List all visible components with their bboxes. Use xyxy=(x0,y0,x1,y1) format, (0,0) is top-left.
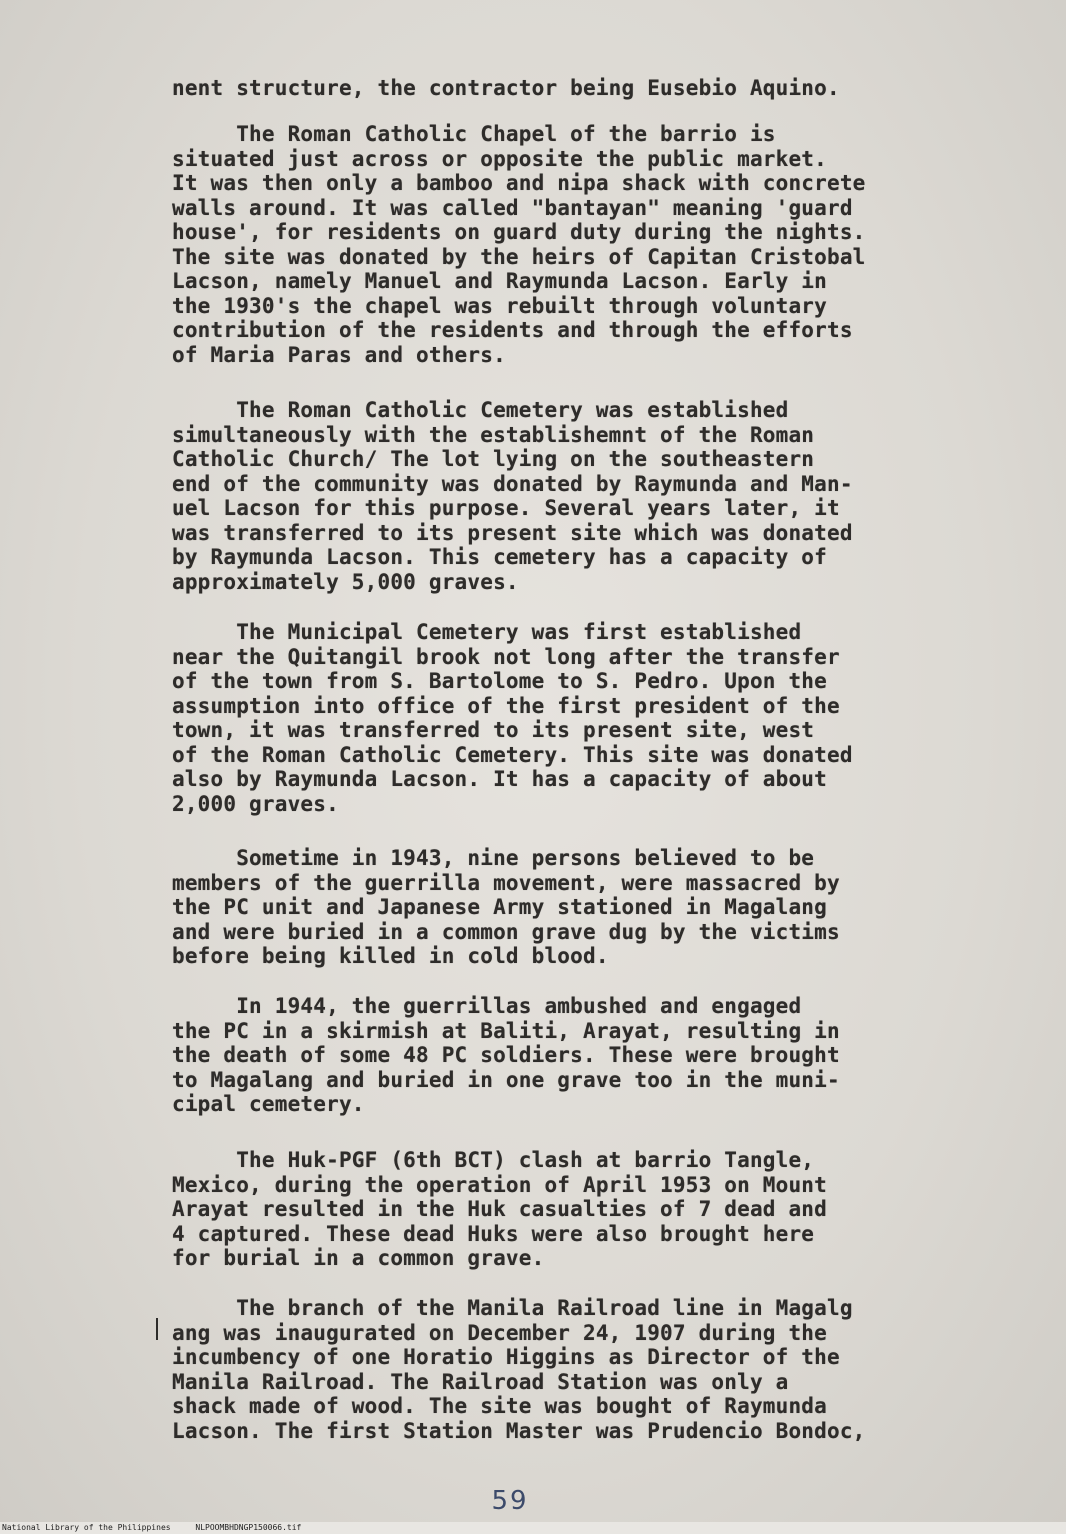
paragraph-1943-massacre xyxy=(172,846,972,969)
paragraph-railroad xyxy=(172,1296,972,1443)
text-line: incumbency of one Horatio Higgins as Director of the xyxy=(172,1345,840,1369)
text-line: 4 captured. These dead Huks were also brought here xyxy=(172,1221,815,1246)
text-line: house', for residents on guard duty during the nights. xyxy=(172,220,866,244)
footer-library: National Library of the Philippines xyxy=(2,1523,171,1532)
text-line: situated just across or opposite the public market. xyxy=(172,146,827,171)
text-line: Manila Railroad. The Railroad Station was only a xyxy=(172,1369,789,1394)
text-line: the death of some 48 PC soldiers. These were brought xyxy=(172,1043,840,1067)
text-line: The Municipal Cemetery was first established xyxy=(172,620,802,644)
text-line: the PC unit and Japanese Army stationed in Magalang xyxy=(172,895,827,919)
text-line: also by Raymunda Lacson. It has a capacity of about xyxy=(172,767,827,791)
text-line: near the Quitangil brook not long after the transfer xyxy=(172,644,840,669)
text-line: members of the guerrilla movement, were massacred by xyxy=(172,870,840,895)
text-line: The branch of the Manila Railroad line in Magalg xyxy=(172,1296,853,1320)
paragraph-0 xyxy=(172,76,972,101)
text-line: of the Roman Catholic Cemetery. This site was donated xyxy=(172,742,853,767)
text-line: Lacson. The first Station Master was Prudencio Bondoc, xyxy=(172,1418,866,1443)
text-line: Lacson, namely Manuel and Raymunda Lacson. Early in xyxy=(172,269,827,293)
text-line: to Magalang and buried in one grave too in the muni- xyxy=(172,1067,840,1092)
text-line: uel Lacson for this purpose. Several years later, it xyxy=(172,496,840,520)
text-line: The Roman Catholic Cemetery was established xyxy=(172,398,789,422)
text-line: for burial in a common grave. xyxy=(172,1246,545,1270)
text-line: contribution of the residents and through the efforts xyxy=(172,318,853,342)
text-line: was transferred to its present site which was donated xyxy=(172,520,853,545)
text-line: nent structure, the contractor being Eusebio Aquino. xyxy=(172,76,840,100)
margin-mark xyxy=(156,1318,158,1340)
footer xyxy=(0,1522,1066,1534)
text-line: assumption into office of the first president of the xyxy=(172,693,840,718)
page-number: 59 xyxy=(491,1486,529,1516)
text-line: ang was inaugurated on December 24, 1907 during the xyxy=(172,1320,827,1345)
text-line: 2,000 graves. xyxy=(172,791,339,816)
text-line: cipal cemetery. xyxy=(172,1092,365,1116)
paragraph-1944-ambush xyxy=(172,994,972,1117)
paragraph-municipal-cemetery xyxy=(172,620,972,816)
text-line: of the town from S. Bartolome to S. Pedro. Upon the xyxy=(172,669,827,693)
paragraph-huk-clash xyxy=(172,1148,972,1271)
text-line: Catholic Church/ The lot lying on the southeastern xyxy=(172,447,815,471)
paragraph-catholic-cemetery xyxy=(172,398,972,594)
text-line: the PC in a skirmish at Baliti, Arayat, resulting in xyxy=(172,1018,840,1043)
text-line: the 1930's the chapel was rebuilt through voluntary xyxy=(172,293,827,318)
text-line: Sometime in 1943, nine persons believed to be xyxy=(172,846,815,870)
text-line: In 1944, the guerrillas ambushed and engaged xyxy=(172,994,802,1018)
text-line: walls around. It was called "bantayan" meaning 'guard xyxy=(172,195,853,220)
text-line: approximately 5,000 graves. xyxy=(172,569,519,594)
text-line: town, it was transferred to its present site, west xyxy=(172,718,815,742)
paragraph-chapel xyxy=(172,122,972,367)
text-line: before being killed in cold blood. xyxy=(172,944,609,968)
text-line: simultaneously with the establishemnt of the Roman xyxy=(172,422,815,447)
text-line: The site was donated by the heirs of Capitan Cristobal xyxy=(172,244,866,269)
text-line: shack made of wood. The site was bought of Raymunda xyxy=(172,1394,827,1418)
text-line: The Huk-PGF (6th BCT) clash at barrio Tangle, xyxy=(172,1148,815,1172)
text-line: It was then only a bamboo and nipa shack with concrete xyxy=(172,171,866,195)
text-line: end of the community was donated by Raymunda and Man- xyxy=(172,471,853,496)
text-line: of Maria Paras and others. xyxy=(172,342,506,367)
text-line: Arayat resulted in the Huk casualties of 7 dead and xyxy=(172,1197,827,1221)
text-line: The Roman Catholic Chapel of the barrio is xyxy=(172,122,776,146)
text-line: by Raymunda Lacson. This cemetery has a capacity of xyxy=(172,545,827,569)
text-line: Mexico, during the operation of April 1953 on Mount xyxy=(172,1172,827,1197)
footer-file: NLPOOMBHDNGP150066.tif xyxy=(195,1523,302,1532)
text-line: and were buried in a common grave dug by the victims xyxy=(172,919,840,944)
